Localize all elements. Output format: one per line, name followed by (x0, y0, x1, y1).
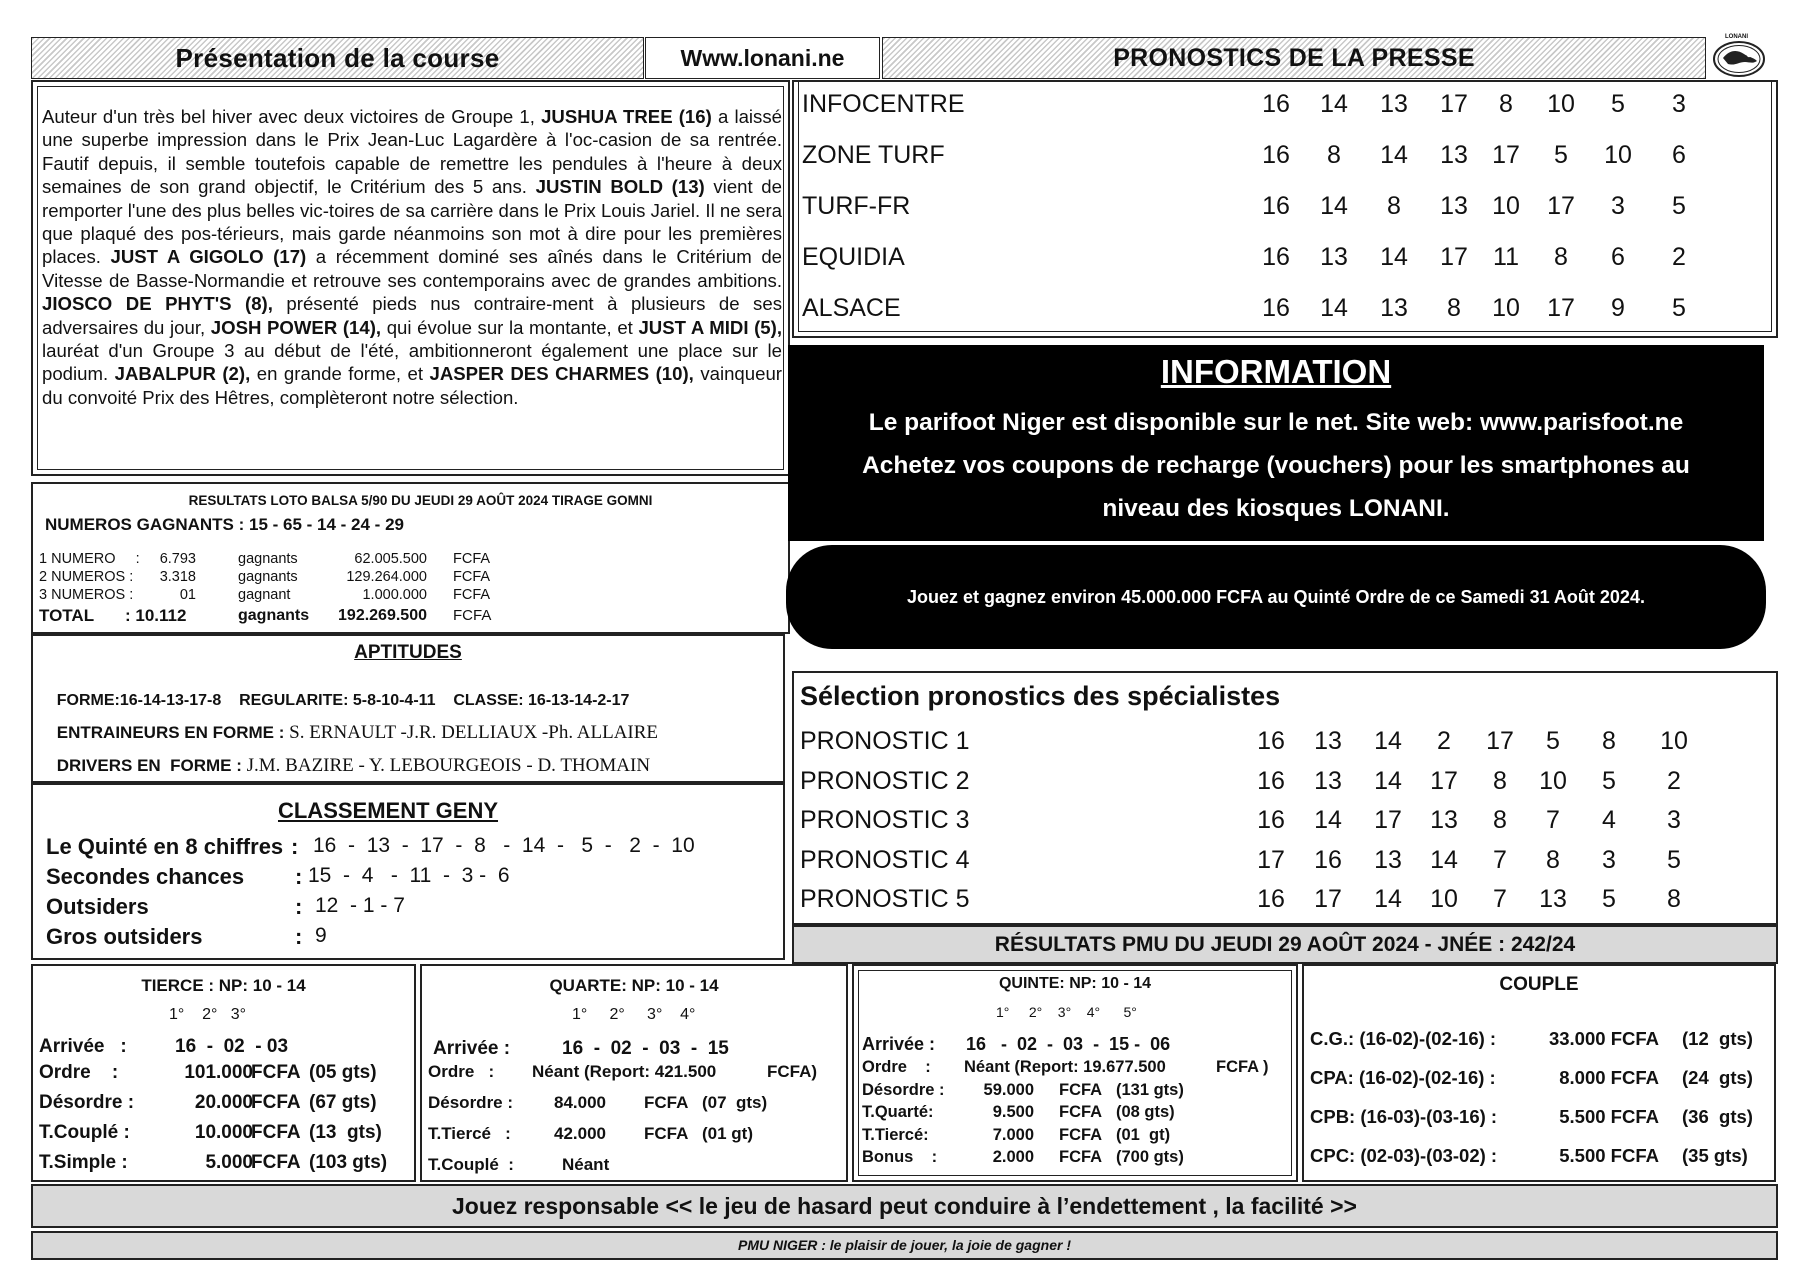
lonani-logo (1711, 36, 1767, 78)
tierce-row-winners: (13 gts) (309, 1122, 382, 1143)
tierce-row-amount: 10.000 (194, 1122, 253, 1143)
pronostic-number: 8 (1546, 845, 1560, 874)
tierce-row-amount: 5.000 (205, 1152, 253, 1173)
presentation-text (42, 105, 782, 409)
presse-number: 8 (1327, 141, 1341, 169)
tierce-row-winners: (05 gts) (309, 1062, 377, 1083)
quinte-row-label: T.Quarté: (862, 1103, 934, 1121)
quinte-row-winners: (08 gts) (1116, 1103, 1175, 1121)
presse-number: 16 (1262, 294, 1290, 322)
presse-number: 13 (1380, 294, 1408, 322)
presentation-segment: lauréat d'un Groupe 3 au début de l'été, ambitionneront également une place sur le podium. (42, 340, 782, 385)
pronostic-name: PRONOSTIC 3 (800, 806, 970, 834)
quinte-row-amount: 9.500 (992, 1103, 1034, 1121)
presse-number: 5 (1672, 192, 1686, 220)
lonani-logo-icon (1711, 36, 1767, 78)
pronostic-number: 16 (1257, 806, 1285, 834)
jackpot-text: Jouez et gagnez environ 45.000.000 FCFA au Quinté Ordre de ce Samedi 31 Août 2024. (907, 587, 1645, 607)
quinte-arrivee-label: Arrivée : (862, 1034, 936, 1054)
presse-source-name: EQUIDIA (802, 243, 905, 271)
presse-number: 14 (1380, 243, 1408, 271)
presse-number: 14 (1320, 192, 1348, 220)
geny-row-sep: : (291, 834, 299, 859)
pronostic-number: 16 (1257, 885, 1285, 913)
pronostic-number: 5 (1546, 727, 1560, 755)
aptitudes-title: APTITUDES (354, 642, 462, 663)
loto-total-word: gagnants (238, 607, 310, 624)
pronostic-number: 14 (1430, 845, 1458, 874)
quinte-row-winners: (700 gts) (1116, 1148, 1184, 1166)
quinte-row-currency: FCFA (1059, 1148, 1103, 1166)
information-box (788, 345, 1764, 541)
quarte-arrivee-label: Arrivée : (433, 1038, 511, 1059)
pronostic-number: 13 (1374, 845, 1402, 874)
presentation-segment: a récemment dominé ses aînés dans le Critérium de Vitesse de Basse-Normandie et retrouve ses contemporains avec de grandes ambitions. (42, 246, 782, 291)
presse-number: 5 (1554, 141, 1568, 169)
presse-number: 13 (1440, 192, 1468, 220)
loto-row-currency: FCFA (453, 551, 491, 567)
quinte-row-amount: Néant (Report: 19.677.500 (964, 1058, 1166, 1076)
presse-number: 8 (1447, 294, 1461, 322)
responsible-bar (31, 1184, 1778, 1228)
presse-number: 3 (1672, 90, 1686, 118)
pronostic-number: 8 (1667, 885, 1681, 913)
geny-row-value: 9 (315, 924, 327, 947)
pronostic-name: PRONOSTIC 2 (800, 766, 970, 795)
aptitude-regularite: REGULARITE: 5-8-10-4-11 (239, 692, 436, 709)
pronostic-number: 13 (1314, 727, 1342, 755)
presse-number: 17 (1440, 90, 1468, 118)
quarte-row-winners: (07 gts) (702, 1093, 768, 1112)
header-left-bar (31, 37, 644, 79)
quinte-row-label: T.Tiercé: (862, 1125, 929, 1144)
tierce-row-label: T.Couplé : (39, 1122, 130, 1143)
pronostic-number: 8 (1493, 766, 1507, 795)
presse-number: 8 (1554, 243, 1568, 271)
loto-row-word: gagnants (238, 551, 298, 567)
pronostic-name: PRONOSTIC 5 (800, 885, 970, 913)
presentation-segment: présenté pieds nus contraire-ment à plusieurs de ses adversaires du jour, (42, 293, 782, 338)
presentation-segment: vainqueur du convoité Prix des Hêtres, complèteront notre sélection. (42, 363, 782, 408)
header-right-bar (882, 37, 1706, 79)
loto-title: RESULTATS LOTO BALSA 5/90 DU JEUDI 29 AOÛT 2024 TIRAGE GOMNI (188, 493, 653, 508)
geny-box (31, 783, 785, 960)
presse-number: 16 (1262, 192, 1290, 220)
tierce-row-currency: FCFA (251, 1152, 301, 1173)
couple-row-amount: 5.500 FCFA (1559, 1106, 1659, 1127)
pronostic-number: 17 (1430, 766, 1458, 795)
geny-row-label: Secondes chances (46, 864, 245, 889)
pronostic-number: 17 (1257, 845, 1285, 874)
loto-row-currency: FCFA (453, 587, 491, 603)
loto-row-label: 2 NUMEROS : (39, 569, 134, 585)
presse-number: 10 (1604, 141, 1632, 169)
quarte-row-currency: FCFA (644, 1093, 689, 1112)
pronostic-number: 14 (1374, 766, 1402, 795)
quarte-places: 1° 2° 3° 4° (572, 1006, 696, 1023)
horse-name: JIOSCO DE PHYT'S (8), (42, 293, 273, 315)
loto-row-label: 1 NUMERO : (39, 551, 140, 567)
information-line3: niveau des kiosques LONANI. (1102, 495, 1450, 522)
quinte-row-currency: FCFA ) (1216, 1058, 1269, 1076)
pronostic-number: 8 (1602, 727, 1616, 755)
presse-table (792, 80, 1778, 338)
pronostic-number: 5 (1602, 766, 1616, 795)
presse-number: 14 (1320, 90, 1348, 118)
pronostic-number: 17 (1374, 806, 1402, 834)
horse-name: JUST A GIGOLO (17) (110, 246, 307, 268)
presse-number: 6 (1672, 141, 1686, 169)
quarte-row-label: T.Tiercé : (428, 1124, 511, 1143)
loto-row-word: gagnant (238, 587, 291, 603)
horse-name: JUST A MIDI (5), (638, 316, 782, 338)
tierce-places: 1° 2° 3° (169, 1006, 247, 1023)
results-title: RÉSULTATS PMU DU JEUDI 29 AOÛT 2024 - JNÉE : 242/24 (994, 933, 1576, 956)
presentation-segment: en grande forme, et (250, 363, 430, 385)
quarte-row-label: Désordre : (428, 1093, 514, 1112)
quinte-row-currency: FCFA (1059, 1080, 1103, 1099)
quarte-row-label: Ordre : (428, 1062, 495, 1081)
information-line2: Achetez vos coupons de recharge (vouchers) pour les smartphones au (862, 452, 1690, 479)
couple-row-amount: 33.000 FCFA (1548, 1028, 1659, 1049)
quarte-row-amount: Néant (562, 1155, 610, 1174)
pronostic-number: 16 (1257, 766, 1285, 795)
couple-row-winners: (24 gts) (1682, 1067, 1753, 1088)
quinte-row-label: Bonus : (862, 1148, 938, 1166)
tierce-row-winners: (67 gts) (309, 1092, 377, 1113)
geny-row-value: 15 - 4 - 11 - 3 - 6 (308, 864, 510, 887)
quinte-box (852, 964, 1298, 1182)
presse-number: 5 (1611, 90, 1625, 118)
geny-row-label: Gros outsiders (46, 924, 203, 949)
pronostic-name: PRONOSTIC 4 (800, 845, 970, 874)
slogan-bar (31, 1231, 1778, 1260)
loto-row-amount: 1.000.000 (362, 587, 427, 603)
presse-title: PRONOSTICS DE LA PRESSE (1113, 44, 1475, 72)
tierce-row-currency: FCFA (251, 1122, 301, 1143)
quarte-row-currency: FCFA (644, 1124, 689, 1143)
quarte-row-amount: 42.000 (554, 1124, 606, 1143)
website-box[interactable] (645, 37, 880, 79)
horse-name: JUSHUA TREE (16) (541, 106, 712, 127)
loto-total-amount: 192.269.500 (338, 607, 427, 624)
presse-number: 10 (1547, 90, 1575, 118)
presse-number: 17 (1547, 294, 1575, 322)
quarte-row-winners: (01 gt) (702, 1124, 753, 1143)
quinte-row-winners: (01 gt) (1116, 1125, 1171, 1144)
geny-title: CLASSEMENT GENY (277, 798, 499, 823)
presentation-segment: vient de remporter l'une des plus belles vic-toires de sa carrière dans le Prix Louis Jariel. Il ne sera que plaqué des pos-térieurs, mais garde néanmoins son mot à dire pour les premières places. (42, 176, 782, 268)
presse-number: 9 (1611, 294, 1625, 322)
geny-row-value: 12 - 1 - 7 (315, 894, 405, 917)
couple-box (1302, 964, 1776, 1182)
tierce-row-label: Ordre : (39, 1062, 119, 1083)
loto-row-currency: FCFA (453, 569, 491, 585)
presse-number: 3 (1611, 192, 1625, 220)
presse-source-name: ZONE TURF (802, 141, 945, 169)
slogan-text: PMU NIGER : le plaisir de jouer, la joie de gagner ! (738, 1237, 1071, 1253)
pronostic-number: 13 (1539, 885, 1567, 913)
horse-name: JABALPUR (2), (114, 363, 251, 385)
presse-number: 11 (1493, 243, 1519, 271)
pronostic-number: 14 (1374, 727, 1402, 755)
pronostic-number: 3 (1667, 806, 1681, 834)
pronostic-number: 10 (1539, 766, 1567, 795)
couple-row-label: CPB: (16-03)-(03-16) : (1310, 1106, 1498, 1127)
presentation-box (31, 80, 790, 476)
quinte-places: 1° 2° 3° 4° 5° (996, 1004, 1137, 1020)
loto-row-count: 6.793 (159, 551, 196, 567)
pronostic-number: 10 (1660, 727, 1688, 755)
presse-number: 16 (1262, 243, 1290, 271)
loto-row-count: 3.318 (159, 569, 196, 585)
tierce-box (31, 964, 416, 1182)
tierce-arrivee: 16 - 02 - 03 (175, 1036, 289, 1057)
entraineurs-value: S. ERNAULT -J.R. DELLIAUX -Ph. ALLAIRE (289, 722, 659, 743)
pronostic-number: 5 (1667, 845, 1681, 874)
aptitudes-box (31, 634, 785, 783)
presse-number: 16 (1262, 90, 1290, 118)
website-link[interactable]: Www.lonani.ne (680, 45, 845, 71)
quinte-row-amount: 59.000 (983, 1080, 1034, 1099)
tierce-arrivee-label: Arrivée : (39, 1036, 127, 1057)
presse-number: 13 (1320, 243, 1348, 271)
presse-number: 8 (1499, 90, 1513, 118)
couple-row-amount: 5.500 FCFA (1559, 1145, 1659, 1166)
specialists-title: Sélection pronostics des spécialistes (800, 681, 1281, 711)
presse-number: 14 (1380, 141, 1408, 169)
pronostic-number: 7 (1493, 845, 1507, 874)
horse-name: JUSTIN BOLD (13) (535, 176, 705, 198)
quinte-arrivee: 16 - 02 - 03 - 15 - 06 (966, 1034, 1171, 1054)
quarte-row-amount: Néant (Report: 421.500 (532, 1062, 717, 1081)
presse-number: 8 (1387, 192, 1401, 220)
presse-number: 2 (1672, 243, 1686, 271)
pronostic-number: 17 (1486, 727, 1514, 755)
pronostic-number: 16 (1257, 727, 1285, 755)
couple-row-winners: (35 gts) (1682, 1145, 1748, 1166)
pronostic-number: 10 (1430, 885, 1458, 913)
entraineurs-label: ENTRAINEURS EN FORME : (56, 723, 290, 742)
horse-name: JASPER DES CHARMES (10), (429, 363, 694, 385)
quinte-row-currency: FCFA (1059, 1103, 1103, 1121)
quarte-row-currency: FCFA) (767, 1062, 818, 1081)
geny-row-label: Le Quinté en 8 chiffres (46, 834, 284, 859)
loto-total-label: TOTAL (39, 606, 95, 625)
tierce-title: TIERCE : NP: 10 - 14 (141, 976, 306, 995)
presse-number: 14 (1320, 294, 1348, 322)
presse-number: 17 (1440, 243, 1468, 271)
pronostic-name: PRONOSTIC 1 (800, 727, 970, 755)
pronostic-number: 13 (1314, 766, 1342, 795)
presentation-segment: a laissé une superbe impression dans le Prix Jean-Luc Lagardère à l'oc-casion de sa rentrée. Fautif depuis, il semble toutefois capable de remettre les pendules à l'heure à deux semaines de son grand objectif, le Critérium des 5 ans. (42, 106, 782, 198)
tierce-row-label: T.Simple : (39, 1152, 128, 1173)
pronostic-number: 5 (1602, 885, 1616, 913)
loto-total-count: : 10.112 (125, 606, 187, 625)
couple-row-label: CPA: (16-02)-(02-16) : (1310, 1067, 1496, 1088)
geny-row-value: 16 - 13 - 17 - 8 - 14 - 5 - 2 - 10 (313, 834, 695, 857)
pronostic-number: 14 (1314, 806, 1342, 834)
loto-row-word: gagnants (238, 569, 298, 585)
loto-box (31, 482, 790, 634)
tierce-row-label: Désordre : (39, 1092, 135, 1113)
presentation-title: Présentation de la course (175, 43, 500, 73)
pronostic-number: 14 (1374, 885, 1402, 913)
loto-row-label: 3 NUMEROS : (39, 587, 134, 603)
couple-title: COUPLE (1499, 974, 1579, 995)
quinte-row-label: Ordre : (862, 1058, 931, 1076)
tierce-row-winners: (103 gts) (309, 1152, 388, 1173)
presse-source-name: ALSACE (802, 294, 901, 322)
quarte-row-label: T.Couplé : (428, 1155, 514, 1174)
pronostic-number: 2 (1437, 727, 1451, 755)
presentation-segment: qui évolue sur la montante, et (381, 316, 639, 338)
quarte-row-amount: 84.000 (554, 1093, 606, 1112)
information-title: INFORMATION (1160, 353, 1392, 390)
presse-source-name: TURF-FR (802, 192, 911, 220)
quarte-box (420, 964, 848, 1182)
presse-number: 10 (1492, 294, 1520, 322)
aptitude-forme: FORME:16-14-13-17-8 (56, 692, 222, 709)
drivers-value: J.M. BAZIRE - Y. LEBOURGEOIS - D. THOMAIN (246, 755, 651, 776)
tierce-row-amount: 101.000 (184, 1062, 253, 1083)
pronostic-number: 13 (1430, 806, 1458, 834)
quinte-row-label: Désordre : (862, 1080, 945, 1099)
quinte-row-currency: FCFA (1059, 1125, 1103, 1144)
tierce-row-amount: 20.000 (194, 1092, 253, 1113)
loto-row-amount: 129.264.000 (346, 569, 427, 585)
loto-row-count: 01 (179, 587, 196, 603)
couple-row-label: C.G.: (16-02)-(02-16) : (1310, 1028, 1497, 1049)
pronostic-number: 8 (1493, 806, 1507, 834)
couple-row-winners: (36 gts) (1682, 1106, 1753, 1127)
pronostic-number: 2 (1667, 766, 1681, 795)
couple-row-label: CPC: (02-03)-(03-02) : (1310, 1145, 1498, 1166)
tierce-row-currency: FCFA (251, 1092, 301, 1113)
presse-number: 10 (1492, 192, 1520, 220)
loto-row-amount: 62.005.500 (354, 551, 427, 567)
geny-row-sep: : (295, 894, 303, 919)
pronostic-number: 7 (1546, 806, 1560, 834)
jackpot-banner (786, 545, 1766, 649)
geny-row-label: Outsiders (46, 894, 149, 919)
pronostic-number: 4 (1602, 806, 1616, 834)
pronostic-number: 3 (1602, 845, 1616, 874)
presentation-segment: Auteur d'un très bel hiver avec deux victoires de Groupe 1, (42, 106, 542, 127)
presse-number: 17 (1547, 192, 1575, 220)
presse-source-name: INFOCENTRE (802, 90, 965, 118)
responsible-text: Jouez responsable << le jeu de hasard peut conduire à l’endettement , la facilité >> (452, 1193, 1357, 1219)
presse-number: 13 (1380, 90, 1408, 118)
aptitude-classe: CLASSE: 16-13-14-2-17 (453, 692, 630, 709)
logo-text: LONANI (1725, 34, 1748, 40)
quinte-row-winners: (131 gts) (1116, 1080, 1184, 1099)
pronostic-number: 7 (1493, 885, 1507, 913)
presse-number: 17 (1492, 141, 1520, 169)
results-title-bar (792, 925, 1778, 964)
pronostic-number: 17 (1314, 885, 1342, 913)
presse-number: 6 (1611, 243, 1625, 271)
loto-total-currency: FCFA (453, 607, 492, 624)
quarte-title: QUARTE: NP: 10 - 14 (549, 976, 719, 995)
couple-row-amount: 8.000 FCFA (1559, 1067, 1659, 1088)
horse-name: JOSH POWER (14), (210, 316, 382, 338)
couple-row-winners: (12 gts) (1682, 1028, 1753, 1049)
geny-row-sep: : (295, 924, 303, 949)
presse-number: 5 (1672, 294, 1686, 322)
tierce-row-currency: FCFA (251, 1062, 301, 1083)
specialists-table (792, 671, 1778, 925)
pronostic-number: 16 (1314, 845, 1342, 874)
loto-winning-numbers: NUMEROS GAGNANTS : 15 - 65 - 14 - 24 - 29 (45, 515, 404, 534)
presse-number: 13 (1440, 141, 1468, 169)
drivers-label: DRIVERS EN FORME : (56, 756, 247, 775)
quinte-row-amount: 2.000 (992, 1148, 1034, 1166)
quinte-title: QUINTE: NP: 10 - 14 (998, 975, 1152, 992)
quinte-row-amount: 7.000 (992, 1125, 1034, 1144)
quarte-arrivee: 16 - 02 - 03 - 15 (562, 1038, 729, 1059)
presse-number: 16 (1262, 141, 1290, 169)
geny-row-sep: : (295, 864, 303, 889)
information-line1: Le parifoot Niger est disponible sur le net. Site web: www.parisfoot.ne (868, 409, 1684, 436)
